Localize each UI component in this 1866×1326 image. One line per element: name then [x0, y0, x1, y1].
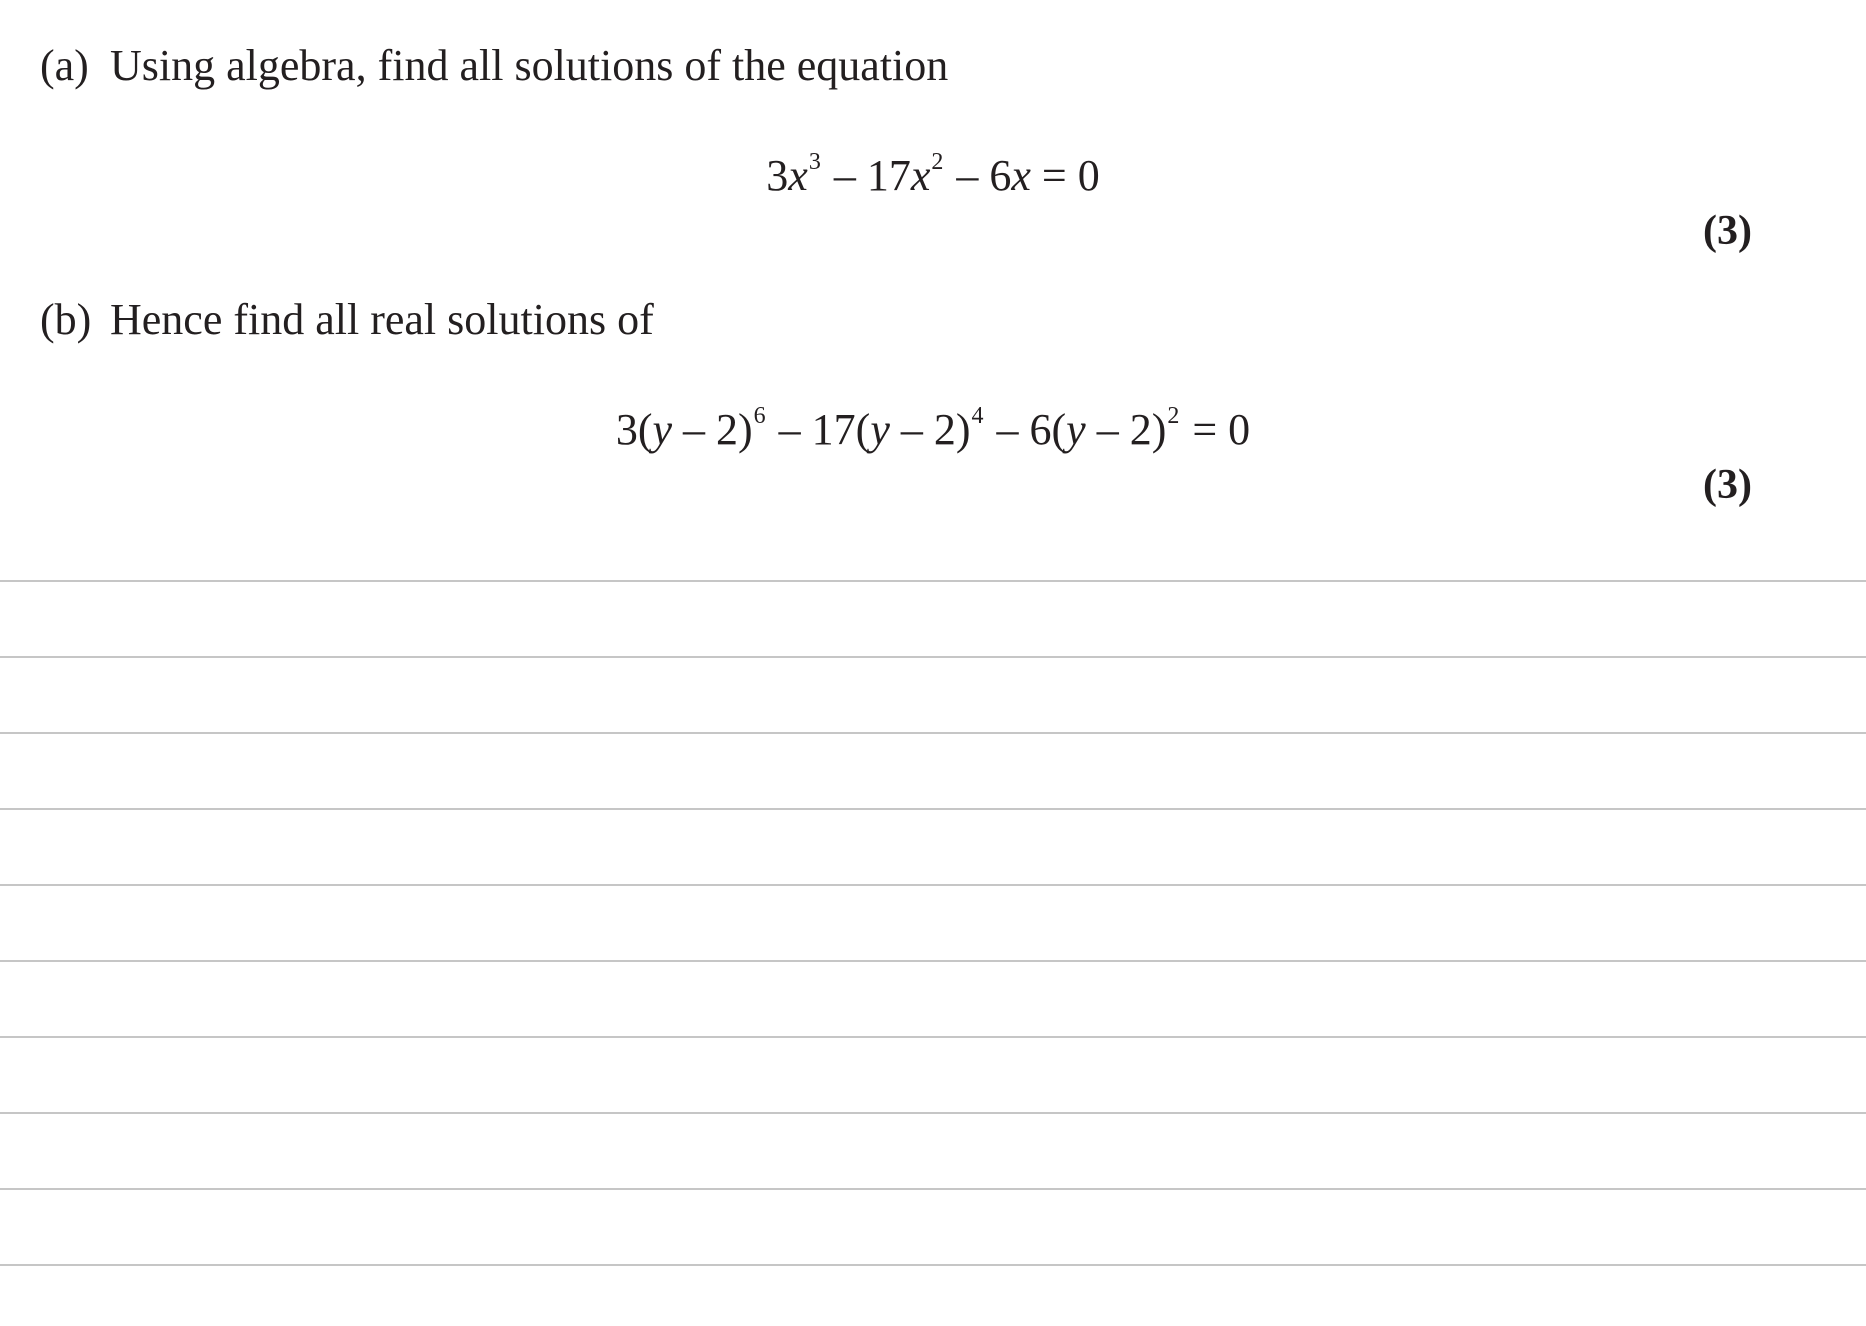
question-a-text: Using algebra, find all solutions of the equation [110, 41, 949, 90]
equation-b-term1-prefix: 3( [615, 405, 653, 454]
equation-a-term1-variable: x [788, 151, 808, 200]
equation-b-term1-variable: y [652, 405, 672, 454]
answer-line [0, 960, 1866, 962]
equation-a-term1-coefficient: 3 [766, 151, 789, 200]
answer-line [0, 656, 1866, 658]
equation-b-term2-exponent: 4 [971, 403, 984, 429]
equation-a-term3-coefficient: 6 [989, 151, 1012, 200]
equation-b-term3-exponent: 2 [1167, 403, 1180, 429]
equation-a-rhs: = 0 [1041, 151, 1100, 200]
answer-line [0, 884, 1866, 886]
equation-b-term2-variable: y [870, 405, 890, 454]
answer-line [0, 1188, 1866, 1190]
equation-a-term3-variable: x [1011, 151, 1031, 200]
answer-line [0, 580, 1866, 582]
marks-b: (3) [1703, 462, 1752, 508]
equation-a-operator2: – [956, 151, 979, 200]
equation-b-rhs: = 0 [1192, 405, 1251, 454]
equation-a-term2-coefficient: 17 [866, 151, 911, 200]
equation-b-term3-suffix: – 2) [1096, 405, 1167, 454]
equation-a-operator1: – [833, 151, 856, 200]
marks-a: (3) [1703, 208, 1752, 254]
equation-b-term3-variable: y [1066, 405, 1086, 454]
equation-b-operator2: – 6( [996, 405, 1067, 454]
equation-b-term2-suffix: – 2) [900, 405, 971, 454]
answer-line [0, 1264, 1866, 1266]
question-b-label: (b) [40, 295, 92, 344]
question-b-text: Hence find all real solutions of [110, 295, 654, 344]
answer-line [0, 1112, 1866, 1114]
equation-b-operator1: – 17( [778, 405, 871, 454]
equation-a-term2-exponent: 2 [931, 149, 944, 175]
question-a-label: (a) [40, 41, 89, 90]
answer-line [0, 732, 1866, 734]
equation-b-term1-exponent: 6 [753, 403, 766, 429]
answer-line [0, 808, 1866, 810]
equation-a-term1-exponent: 3 [808, 149, 821, 175]
answer-line [0, 1036, 1866, 1038]
equation-a-term2-variable: x [910, 151, 931, 200]
equation-b-term1-suffix: – 2) [683, 405, 753, 454]
